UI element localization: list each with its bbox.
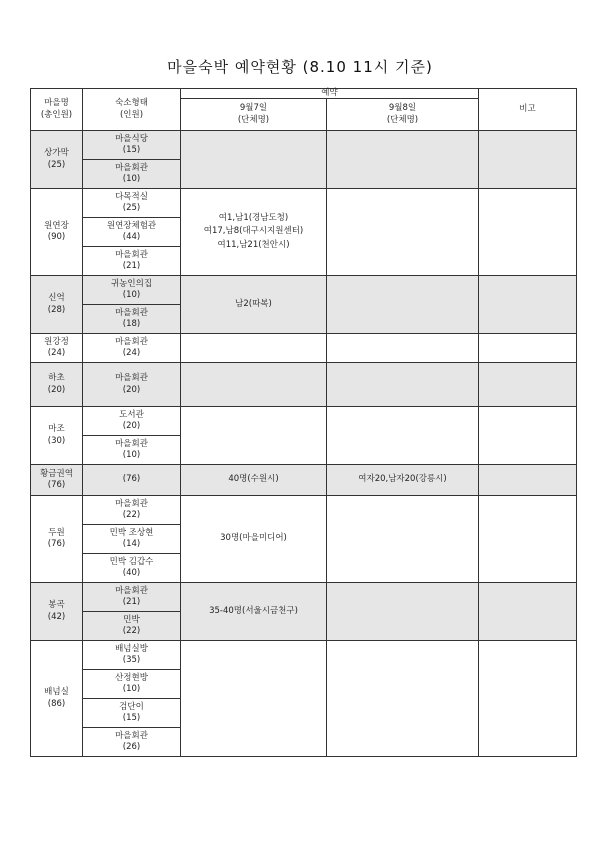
lodging-cell — [83, 160, 181, 189]
lodging-capacity: (24) — [122, 348, 141, 358]
village-name-cell — [31, 407, 83, 465]
lodging-name: 마을회관 — [115, 438, 148, 449]
lodging-capacity: (21) — [122, 597, 141, 607]
reservation-entry: 35-40명(서울시금천구) — [209, 605, 298, 616]
lodging-cell — [83, 363, 181, 407]
table-row — [31, 465, 577, 496]
reservation-day2-cell — [327, 641, 479, 757]
village-name-cell — [31, 363, 83, 407]
village-name: 배넘실 — [44, 687, 69, 698]
lodging-capacity: (18) — [122, 319, 141, 329]
reservation-table — [30, 88, 577, 757]
table-row — [31, 276, 577, 305]
lodging-capacity: (20) — [122, 421, 141, 431]
lodging-name: 민박 조상현 — [109, 527, 154, 538]
village-name-cell — [31, 189, 83, 276]
lodging-cell — [83, 305, 181, 334]
header-lodging: 숙소형태 (인원) — [83, 89, 181, 131]
lodging-capacity: (22) — [122, 510, 141, 520]
table-row — [31, 189, 577, 218]
table-row — [31, 641, 577, 670]
reservation-day1-cell — [181, 641, 327, 757]
lodging-capacity: (40) — [122, 568, 141, 578]
lodging-capacity: (76) — [122, 474, 141, 485]
lodging-capacity: (15) — [122, 713, 141, 723]
lodging-cell — [83, 334, 181, 363]
lodging-cell — [83, 276, 181, 305]
reservation-entry: 30명(마을미디어) — [220, 533, 287, 544]
village-total: (42) — [47, 611, 66, 622]
reservation-day1-cell — [181, 496, 327, 583]
reservation-day1-cell — [181, 189, 327, 276]
lodging-name: 다목적실 — [115, 191, 148, 202]
reservation-day1-cell — [181, 583, 327, 641]
lodging-capacity: (10) — [122, 450, 141, 460]
header-note: 비고 — [479, 89, 577, 131]
reservation-day2-cell — [327, 363, 479, 407]
village-name: 원연장 — [44, 220, 69, 231]
village-total: (30) — [47, 435, 66, 446]
village-name: 원강정 — [44, 336, 69, 347]
lodging-capacity: (15) — [122, 145, 141, 155]
lodging-name: 도서관 — [119, 409, 144, 420]
lodging-cell — [83, 699, 181, 728]
lodging-capacity: (26) — [122, 742, 141, 752]
lodging-capacity: (22) — [122, 626, 141, 636]
village-total: (25) — [47, 159, 66, 170]
village-name-cell — [31, 641, 83, 757]
lodging-capacity: (35) — [122, 655, 141, 665]
reservation-entry: 여17,남8(대구시지원센터) — [203, 226, 304, 237]
lodging-cell — [83, 465, 181, 496]
lodging-cell — [83, 583, 181, 612]
header-reservation: 예약 — [181, 89, 479, 99]
lodging-name: 마을회관 — [115, 730, 148, 741]
lodging-cell — [83, 189, 181, 218]
lodging-capacity: (14) — [122, 539, 141, 549]
reservation-day1-cell — [181, 276, 327, 334]
lodging-name: 마을회관 — [115, 307, 148, 318]
note-cell — [479, 583, 577, 641]
lodging-cell — [83, 496, 181, 525]
lodging-name: 산정현방 — [115, 672, 148, 683]
table-row — [31, 131, 577, 160]
table-row — [31, 407, 577, 436]
lodging-name: 마을회관 — [115, 373, 148, 384]
header-day2: 9월8일 (단체명) — [327, 99, 479, 131]
lodging-capacity: (21) — [122, 261, 141, 271]
note-cell — [479, 496, 577, 583]
note-cell — [479, 131, 577, 189]
lodging-name: 민박 김갑수 — [109, 556, 154, 567]
village-name: 봉곡 — [48, 600, 65, 611]
reservation-day1-cell — [181, 363, 327, 407]
lodging-name: 마을회관 — [115, 336, 148, 347]
reservation-day1-cell — [181, 407, 327, 465]
lodging-name: 마을회관 — [115, 585, 148, 596]
village-name-cell — [31, 496, 83, 583]
note-cell — [479, 334, 577, 363]
lodging-capacity: (44) — [122, 232, 141, 242]
village-name: 두원 — [48, 527, 65, 538]
reservation-day2-cell — [327, 496, 479, 583]
reservation-entry: 여1,남1(경남도청) — [218, 212, 289, 223]
village-total: (76) — [47, 480, 66, 490]
reservation-day1-cell — [181, 465, 327, 496]
lodging-cell — [83, 641, 181, 670]
village-total: (90) — [47, 232, 66, 242]
lodging-name: 원연장체험관 — [106, 220, 157, 231]
reservation-entry: 40명(수원시) — [228, 474, 279, 485]
lodging-cell — [83, 554, 181, 583]
lodging-cell — [83, 436, 181, 465]
header-village: 마을명 (총인원) — [31, 89, 83, 131]
village-total: (86) — [47, 698, 66, 709]
lodging-cell — [83, 407, 181, 436]
lodging-capacity: (10) — [122, 290, 141, 300]
lodging-name: 마을식당 — [115, 133, 148, 144]
reservation-day2-cell — [327, 583, 479, 641]
village-name-cell — [31, 465, 83, 496]
village-total: (76) — [47, 539, 66, 549]
village-name-cell — [31, 131, 83, 189]
village-total: (28) — [47, 304, 66, 315]
village-total: (20) — [47, 384, 66, 395]
header-day1: 9월7일 (단체명) — [181, 99, 327, 131]
village-name-cell — [31, 276, 83, 334]
reservation-day2-cell — [327, 465, 479, 496]
note-cell — [479, 363, 577, 407]
lodging-cell — [83, 247, 181, 276]
village-name: 신억 — [48, 293, 65, 304]
village-name-cell — [31, 334, 83, 363]
reservation-day2-cell — [327, 334, 479, 363]
reservation-day2-cell — [327, 131, 479, 189]
table-row — [31, 363, 577, 407]
village-name: 하초 — [48, 373, 65, 384]
reservation-day2-cell — [327, 189, 479, 276]
note-cell — [479, 276, 577, 334]
reservation-day2-cell — [327, 407, 479, 465]
reservation-day2-cell — [327, 276, 479, 334]
lodging-cell — [83, 728, 181, 757]
lodging-cell — [83, 218, 181, 247]
lodging-name: 배넘실방 — [115, 643, 148, 654]
reservation-day1-cell — [181, 334, 327, 363]
lodging-cell — [83, 525, 181, 554]
village-name: 마조 — [48, 424, 65, 435]
lodging-name: 마을회관 — [115, 162, 148, 173]
village-name-cell — [31, 583, 83, 641]
reservation-day1-cell — [181, 131, 327, 189]
lodging-cell — [83, 612, 181, 641]
note-cell — [479, 189, 577, 276]
lodging-capacity: (10) — [122, 684, 141, 694]
table-row — [31, 334, 577, 363]
table-row — [31, 583, 577, 612]
note-cell — [479, 407, 577, 465]
village-total: (24) — [47, 348, 66, 358]
note-cell — [479, 641, 577, 757]
page-title: 마을숙박 예약현황 (8.10 11시 기준) — [167, 58, 433, 76]
lodging-name: 귀농인의집 — [110, 278, 153, 289]
table-row — [31, 496, 577, 525]
reservation-entry: 여자20,남자20(강릉시) — [358, 474, 447, 485]
village-name: 황금권역 — [40, 468, 73, 479]
lodging-name: 마을회관 — [115, 249, 148, 260]
lodging-capacity: (25) — [122, 203, 141, 213]
lodging-cell — [83, 131, 181, 160]
reservation-entry: 여11,남21(천안시) — [217, 239, 290, 250]
village-name: 상가막 — [44, 148, 69, 159]
lodging-name: 민박 — [123, 614, 140, 625]
lodging-name: 검단이 — [119, 701, 144, 712]
lodging-cell — [83, 670, 181, 699]
lodging-capacity: (20) — [122, 384, 141, 395]
header-row — [31, 89, 577, 99]
lodging-capacity: (10) — [122, 174, 141, 184]
reservation-entry: 남2(따복) — [235, 298, 272, 309]
lodging-name: 마을회관 — [115, 498, 148, 509]
note-cell — [479, 465, 577, 496]
